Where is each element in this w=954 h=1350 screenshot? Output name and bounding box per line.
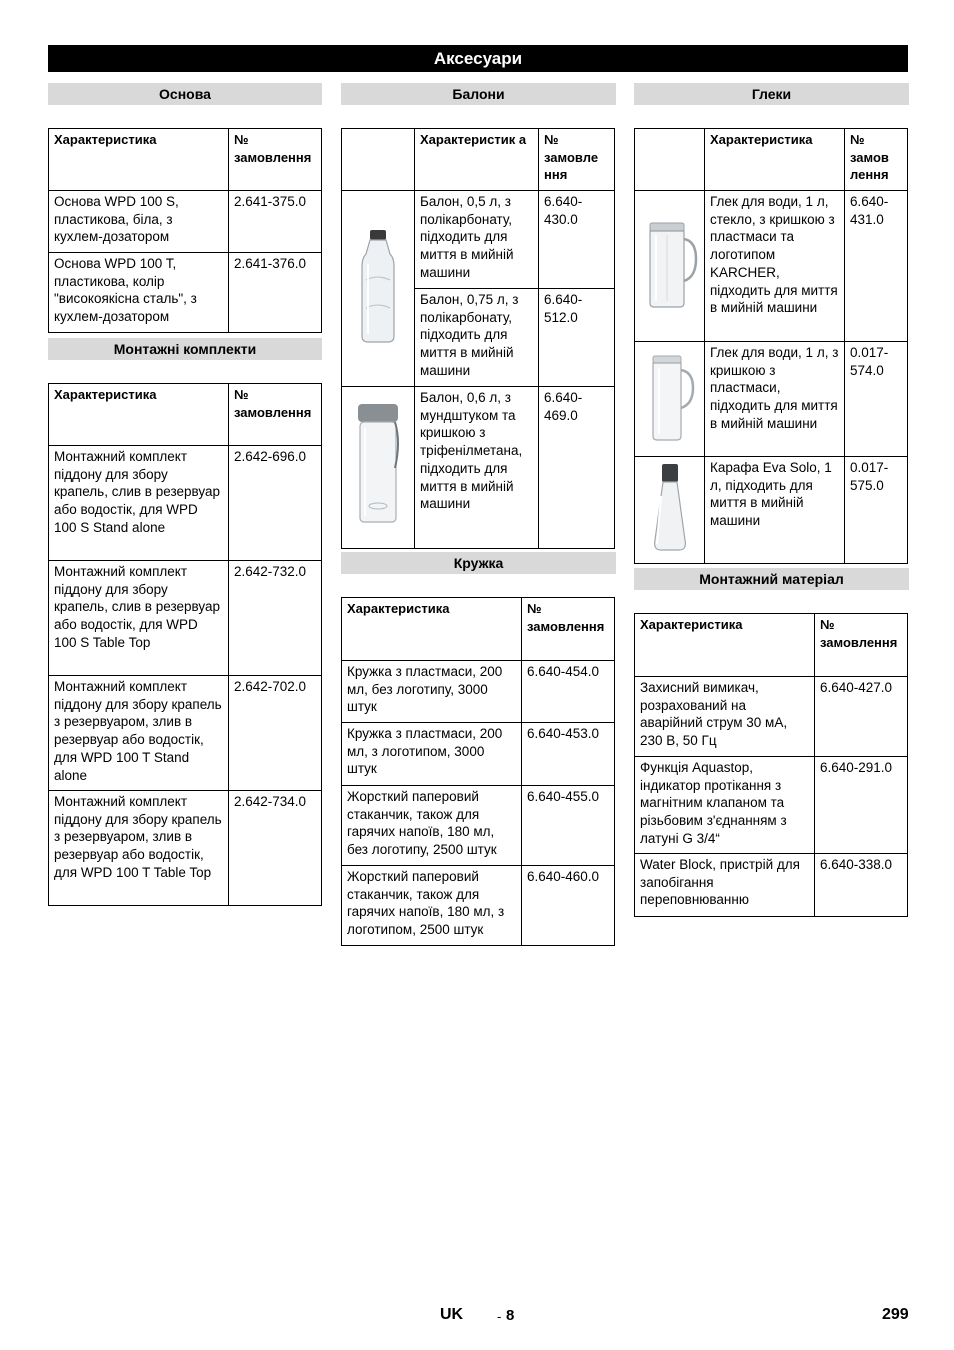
table-row (342, 786, 615, 866)
section-material-title: Монтажний матеріал (634, 568, 909, 590)
item-description: Карафа Eva Solo, 1 л, підходить для миття в мийній машини (705, 457, 845, 564)
header-image-cell (635, 129, 705, 191)
item-description: Жорсткий паперовий стаканчик, також для гарячих напоїв, 180 мл, без логотипу, 2500 штук (342, 786, 522, 866)
kruzhka-table (341, 597, 615, 946)
table-row (342, 661, 615, 723)
item-description: Монтажний комплект піддону для збору крапель, слив в резервуар або водостік, для WPD 100 S Table Top (49, 561, 229, 676)
item-description: Кружка з пластмаси, 200 мл, з логотипом, 3000 штук (342, 723, 522, 786)
footer-language: UK (440, 1306, 464, 1323)
item-order-number: 6.640-430.0 (539, 191, 615, 289)
table-row (49, 191, 322, 253)
item-order-number: 6.640-454.0 (522, 661, 615, 723)
table-row (49, 253, 322, 333)
item-order-number: 6.640-453.0 (522, 723, 615, 786)
item-order-number: 2.641-376.0 (229, 253, 322, 333)
header-characteristic: Характеристика (705, 129, 845, 191)
item-description: Функція Aquastop, індикатор протікання з магнітним клапаном та різьбовим з'єднанням з латуні G 3/4“ (635, 757, 815, 854)
header-order-number: № замовлення (229, 129, 322, 191)
item-description: Монтажний комплект піддону для збору крапель, слив в резервуар або водостік, для WPD 100 S Stand alone (49, 446, 229, 561)
header-order-number: № замовлення (522, 598, 615, 661)
item-order-number: 6.640-455.0 (522, 786, 615, 866)
table-row (49, 561, 322, 676)
item-order-number: 6.640-427.0 (815, 677, 908, 757)
item-order-number: 6.640-338.0 (815, 854, 908, 917)
table-row (342, 723, 615, 786)
item-description: Монтажний комплект піддону для збору крапель з резервуаром, злив в резервуар або водостік, для WPD 100 T Stand alone (49, 676, 229, 791)
item-description: Кружка з пластмаси, 200 мл, без логотипу, 3000 штук (342, 661, 522, 723)
bottle-clear-image (342, 191, 415, 387)
header-characteristic: Характеристика (49, 384, 229, 446)
table-row (635, 854, 908, 917)
item-order-number: 2.641-375.0 (229, 191, 322, 253)
table-row (49, 791, 322, 906)
item-description: Балон, 0,6 л, з мундштуком та кришкою з тріфенілметана, підходить для миття в мийній машини (415, 387, 539, 549)
item-description: Балон, 0,75 л, з полікарбонату, підходить для миття в мийній машини (415, 289, 539, 387)
footer-local-page: 8 (506, 1307, 515, 1324)
section-osnova-title: Основа (48, 83, 322, 105)
header-order-number: № замов лення (845, 129, 908, 191)
table-row (635, 757, 908, 854)
header-order-number: № замовлення (815, 614, 908, 677)
section-baloni-title: Балони (341, 83, 616, 105)
item-description: Глек для води, 1 л, з кришкою з пластмаси, підходить для миття в мийній машини (705, 342, 845, 457)
material-table (634, 613, 908, 917)
montazh-table (48, 383, 322, 906)
item-order-number: 2.642-702.0 (229, 676, 322, 791)
section-gleki-title: Глеки (634, 83, 909, 105)
table-row (635, 342, 908, 457)
header-characteristic: Характеристик а (415, 129, 539, 191)
table-row (49, 446, 322, 561)
item-order-number: 2.642-696.0 (229, 446, 322, 561)
section-kruzhka-title: Кружка (341, 552, 616, 574)
osnova-table (48, 128, 322, 333)
table-row (635, 191, 908, 342)
table-row (49, 676, 322, 791)
item-description: Основа WPD 100 T, пластикова, колір "високоякісна сталь", з кухлем-дозатором (49, 253, 229, 333)
bottle-mouthpiece-image (342, 387, 415, 549)
header-order-number: № замовле ння (539, 129, 615, 191)
item-description: Монтажний комплект піддону для збору крапель з резервуаром, злив в резервуар або водостік, для WPD 100 T Table Top (49, 791, 229, 906)
header-order-number: № замовлення (229, 384, 322, 446)
item-description: Water Block, пристрій для запобігання переповнюванню (635, 854, 815, 917)
baloni-table (341, 128, 615, 549)
page-title: Аксесуари (48, 45, 908, 72)
table-row (342, 866, 615, 946)
item-order-number: 0.017-574.0 (845, 342, 908, 457)
item-order-number: 2.642-732.0 (229, 561, 322, 676)
section-montazh-title: Монтажні комплекти (48, 338, 322, 360)
jug-glass-image (635, 191, 705, 342)
item-order-number: 0.017-575.0 (845, 457, 908, 564)
footer-separator: - (497, 1309, 502, 1324)
item-description: Захисний вимикач, розрахований на аварійний струм 30 мА, 230 В, 50 Гц (635, 677, 815, 757)
item-order-number: 6.640-512.0 (539, 289, 615, 387)
item-description: Основа WPD 100 S, пластикова, біла, з кухлем-дозатором (49, 191, 229, 253)
gleki-table (634, 128, 908, 564)
table-row (342, 191, 615, 289)
table-row (342, 387, 615, 549)
header-characteristic: Характеристика (49, 129, 229, 191)
header-characteristic: Характеристика (342, 598, 522, 661)
item-description: Глек для води, 1 л, стекло, з кришкою з пластмаси та логотипом KARCHER, підходить для миття в мийній машини (705, 191, 845, 342)
footer-page-number: 299 (882, 1306, 909, 1323)
carafe-eva-solo-image (635, 457, 705, 564)
item-order-number: 2.642-734.0 (229, 791, 322, 906)
item-description: Жорсткий паперовий стаканчик, також для гарячих напоїв, 180 мл, з логотипом, 2500 штук (342, 866, 522, 946)
header-image-cell (342, 129, 415, 191)
table-row (635, 457, 908, 564)
header-characteristic: Характеристика (635, 614, 815, 677)
table-row (635, 677, 908, 757)
item-order-number: 6.640-469.0 (539, 387, 615, 549)
item-order-number: 6.640-460.0 (522, 866, 615, 946)
item-order-number: 6.640-291.0 (815, 757, 908, 854)
jug-plastic-image (635, 342, 705, 457)
item-description: Балон, 0,5 л, з полікарбонату, підходить для миття в мийній машини (415, 191, 539, 289)
item-order-number: 6.640-431.0 (845, 191, 908, 342)
